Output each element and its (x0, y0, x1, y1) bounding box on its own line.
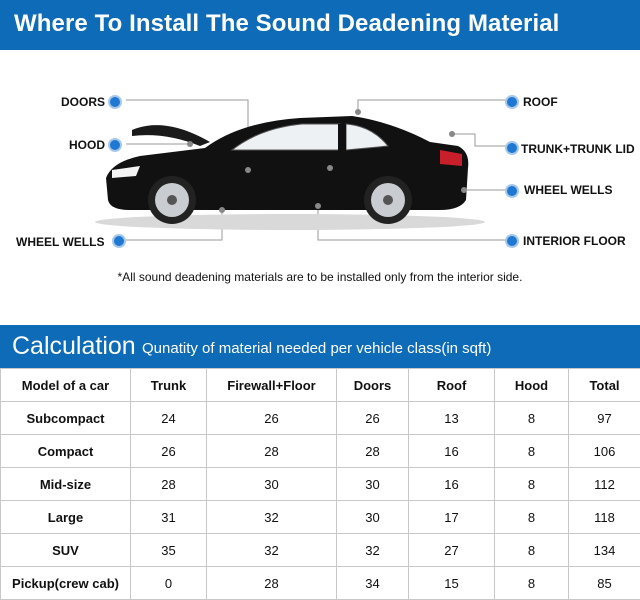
cell-firewall-floor: 30 (207, 468, 337, 501)
cell-trunk: 35 (131, 534, 207, 567)
label-interior-floor: INTERIOR FLOOR (523, 234, 626, 248)
cell-doors: 28 (337, 435, 409, 468)
marker-trunk-icon (505, 141, 519, 155)
cell-firewall-floor: 26 (207, 402, 337, 435)
install-note: *All sound deadening materials are to be installed only from the interior side. (0, 270, 640, 284)
cell-roof: 13 (409, 402, 495, 435)
header-banner (0, 0, 640, 50)
cell-trunk: 24 (131, 402, 207, 435)
table-row (1, 534, 640, 567)
header-doors: Doors (337, 369, 409, 402)
cell-model: Mid-size (1, 468, 131, 501)
cell-model: Large (1, 501, 131, 534)
cell-trunk: 26 (131, 435, 207, 468)
cell-doors: 30 (337, 468, 409, 501)
cell-doors: 34 (337, 567, 409, 600)
cell-doors: 26 (337, 402, 409, 435)
cell-model: Compact (1, 435, 131, 468)
header-firewall-floor: Firewall+Floor (207, 369, 337, 402)
car-diagram (0, 50, 640, 290)
table-row (1, 501, 640, 534)
table-row (1, 402, 640, 435)
marker-wheel-wells-right-icon (505, 184, 519, 198)
label-trunk: TRUNK+TRUNK LID (521, 142, 635, 156)
cell-model: Pickup(crew cab) (1, 567, 131, 600)
label-wheel-wells-right: WHEEL WELLS (524, 183, 612, 197)
cell-roof: 15 (409, 567, 495, 600)
cell-hood: 8 (495, 501, 569, 534)
cell-total: 134 (569, 534, 640, 567)
marker-doors-icon (108, 95, 122, 109)
car-illustration (0, 50, 640, 290)
cell-roof: 16 (409, 435, 495, 468)
marker-interior-floor-icon (505, 234, 519, 248)
cell-total: 106 (569, 435, 640, 468)
rear-wheel (364, 176, 412, 224)
material-table (0, 368, 640, 600)
calculation-title: Calculation (12, 332, 136, 361)
cell-hood: 8 (495, 567, 569, 600)
cell-hood: 8 (495, 435, 569, 468)
cell-roof: 16 (409, 468, 495, 501)
cell-firewall-floor: 28 (207, 567, 337, 600)
cell-doors: 30 (337, 501, 409, 534)
cell-roof: 17 (409, 501, 495, 534)
marker-roof-icon (505, 95, 519, 109)
header-model: Model of a car (1, 369, 131, 402)
cell-firewall-floor: 32 (207, 501, 337, 534)
cell-roof: 27 (409, 534, 495, 567)
marker-wheel-wells-left-icon (112, 234, 126, 248)
cell-hood: 8 (495, 468, 569, 501)
cell-trunk: 28 (131, 468, 207, 501)
cell-total: 118 (569, 501, 640, 534)
label-wheel-wells-left: WHEEL WELLS (16, 235, 104, 249)
cell-total: 85 (569, 567, 640, 600)
cell-doors: 32 (337, 534, 409, 567)
header-hood: Hood (495, 369, 569, 402)
page-title: Where To Install The Sound Deadening Material (14, 10, 559, 38)
label-hood: HOOD (69, 138, 105, 152)
cell-hood: 8 (495, 534, 569, 567)
calculation-subtitle: Qunatity of material needed per vehicle class(in sqft) (142, 340, 491, 357)
table-row (1, 435, 640, 468)
table-header-row (1, 369, 640, 402)
table-row (1, 567, 640, 600)
label-roof: ROOF (523, 95, 558, 109)
cell-firewall-floor: 28 (207, 435, 337, 468)
marker-hood-icon (108, 138, 122, 152)
cell-total: 97 (569, 402, 640, 435)
cell-model: SUV (1, 534, 131, 567)
cell-total: 112 (569, 468, 640, 501)
cell-firewall-floor: 32 (207, 534, 337, 567)
calculation-banner (0, 325, 640, 368)
table-row (1, 468, 640, 501)
front-wheel (148, 176, 196, 224)
cell-model: Subcompact (1, 402, 131, 435)
header-trunk: Trunk (131, 369, 207, 402)
car-hood (132, 125, 210, 146)
header-total: Total (569, 369, 640, 402)
cell-trunk: 0 (131, 567, 207, 600)
cell-hood: 8 (495, 402, 569, 435)
cell-trunk: 31 (131, 501, 207, 534)
car-shadow (95, 214, 485, 230)
header-roof: Roof (409, 369, 495, 402)
label-doors: DOORS (61, 95, 105, 109)
